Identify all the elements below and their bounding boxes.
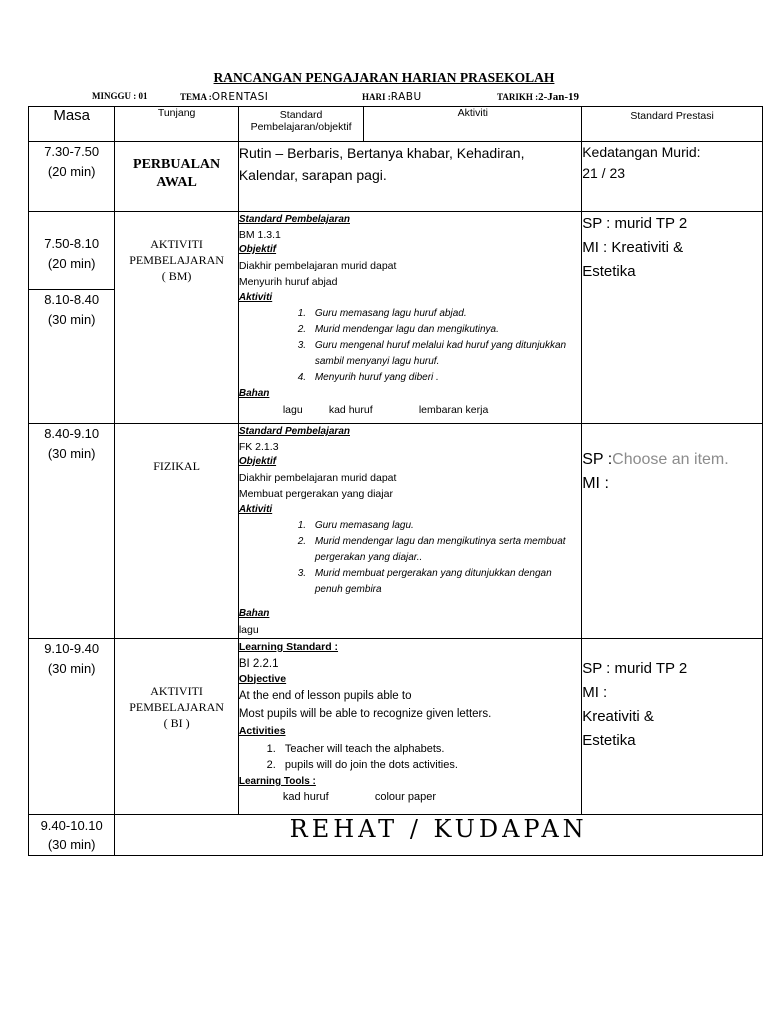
list-item: 3. Murid membuat pergerakan yang ditunjukkan dengan penuh gembira: [309, 566, 581, 598]
document-title: RANCANGAN PENGAJARAN HARIAN PRASEKOLAH: [213, 70, 555, 85]
prestasi-mi: MI : Kreativiti &: [582, 239, 684, 256]
activity-list: [239, 306, 581, 386]
aktiviti-heading: Aktiviti: [238, 504, 273, 515]
time-range: 9.40-10.10: [40, 818, 103, 833]
learning-standard-code: BI 2.2.1: [238, 657, 279, 670]
prestasi-cell: [582, 424, 763, 639]
learning-standard-heading: Learning Standard :: [238, 641, 339, 653]
tunjang-cell: [115, 212, 239, 424]
prestasi-mi: MI :: [582, 684, 608, 701]
header-row: [29, 107, 763, 142]
header-prestasi: Standard Prestasi: [582, 107, 763, 142]
table-row: [29, 815, 763, 856]
activity-cell: [238, 639, 581, 815]
choose-item-dropdown[interactable]: Choose an item.: [612, 451, 729, 468]
kedatangan-label: Kedatangan Murid:: [582, 144, 701, 160]
tunjang-label: AKTIVITI: [150, 237, 203, 251]
prestasi-mi: Estetika: [582, 732, 636, 749]
list-item: 4. Menyurih huruf yang diberi .: [309, 370, 581, 386]
objektif-heading: Objektif: [238, 244, 277, 255]
bahan-item: lembaran kerja: [418, 404, 489, 416]
minggu-field: MINGGU : 01: [92, 91, 148, 101]
rutin-text: Rutin – Berbaris, Bertanya khabar, Kehadiran, Kalendar, sarapan pagi.: [238, 145, 525, 183]
tema-label: TEMA :: [180, 92, 212, 102]
tarikh-value: 2-Jan-19: [538, 91, 580, 103]
duration: (30 min): [47, 446, 96, 461]
activity-list: [239, 518, 581, 598]
tunjang-label: PEMBELAJARAN: [129, 700, 224, 714]
tema-value: ORENTASI: [211, 91, 269, 103]
tarikh-label: TARIKH :: [497, 92, 539, 102]
lesson-plan-table: [28, 106, 763, 856]
header-standard: Standard Pembelajaran/objektif: [238, 107, 364, 142]
prestasi-cell: [582, 639, 763, 815]
list-item: 2. Murid mendengar lagu dan mengikutinya.: [309, 322, 581, 338]
objective-heading: Objective: [238, 672, 287, 685]
header-tunjang: Tunjang: [115, 107, 239, 142]
standard-heading: Standard Pembelajaran: [238, 426, 350, 437]
prestasi-sp: [582, 448, 762, 472]
hari-field: [362, 91, 422, 103]
learning-tools-heading: Learning Tools :: [238, 775, 316, 787]
kedatangan-value: 21 / 23: [582, 165, 626, 181]
rehat-label: REHAT / KUDAPAN: [289, 815, 588, 843]
list-item: 2. pupils will do join the dots activities.: [279, 757, 581, 773]
list-item: 1. Guru memasang lagu.: [309, 518, 581, 534]
list-item: 1. Teacher will teach the alphabets.: [279, 741, 581, 757]
bahan-item: lagu: [282, 404, 303, 416]
activities-heading: Activities: [238, 725, 286, 737]
bahan-heading: Bahan: [238, 608, 270, 619]
header-masa: Masa: [29, 107, 115, 142]
activity-cell: [238, 142, 581, 212]
tunjang-label: AKTIVITI: [150, 684, 203, 698]
prestasi-cell: [582, 212, 763, 424]
tools-list: [239, 790, 581, 805]
tool-item: colour paper: [374, 791, 436, 803]
prestasi-sp: SP : murid TP 2: [582, 660, 688, 677]
standard-code: BM 1.3.1: [238, 229, 281, 241]
bahan-item: lagu: [238, 624, 259, 636]
time-cell: [29, 142, 115, 212]
time-cell: [29, 424, 115, 639]
time-range: 8.10-8.40: [44, 292, 100, 307]
tunjang-label: PERBUALAN AWAL: [133, 157, 221, 190]
standard-heading: Standard Pembelajaran: [238, 214, 350, 225]
prestasi-sp-label: SP :: [582, 451, 613, 468]
list-item: 1. Guru memasang lagu huruf abjad.: [309, 306, 581, 322]
table-row: [29, 142, 763, 212]
prestasi-cell: [582, 142, 763, 212]
rehat-cell: [115, 815, 763, 856]
objektif-text: Diakhir pembelajaran murid dapat: [238, 260, 397, 272]
duration: (30 min): [47, 312, 96, 327]
time-range: 7.50-8.10: [44, 236, 100, 251]
objektif-text: Membuat pergerakan yang diajar: [238, 488, 393, 500]
tema-field: [180, 91, 268, 103]
tunjang-cell: [115, 639, 239, 815]
objektif-text: Diakhir pembelajaran murid dapat: [238, 472, 397, 484]
objective-text: Most pupils will be able to recognize given letters.: [238, 707, 492, 720]
time-range: 9.10-9.40: [44, 641, 100, 656]
table-row: [29, 639, 763, 815]
prestasi-mi: Kreativiti &: [582, 708, 654, 725]
bahan-heading: Bahan: [238, 388, 270, 399]
tunjang-label: FIZIKAL: [153, 459, 200, 473]
bahan-list: [239, 402, 581, 418]
bahan-item: kad huruf: [328, 404, 373, 416]
objektif-heading: Objektif: [238, 456, 277, 467]
time-cell: [29, 212, 115, 290]
duration: (30 min): [47, 837, 96, 852]
list-item: 2. Murid mendengar lagu dan mengikutinya serta membuat pergerakan yang diajar..: [309, 534, 581, 566]
table-row: [29, 212, 763, 290]
time-range: 7.30-7.50: [44, 144, 100, 159]
duration: (20 min): [47, 164, 96, 179]
header-aktiviti: Aktiviti: [364, 107, 582, 142]
aktiviti-heading: Aktiviti: [238, 292, 273, 303]
hari-label: HARI :: [362, 92, 391, 102]
time-cell: [29, 290, 115, 424]
tarikh-field: [497, 91, 579, 103]
activity-list: [239, 741, 581, 773]
table-row: [29, 424, 763, 639]
prestasi-mi: MI :: [582, 475, 609, 492]
hari-value: RABU: [390, 91, 422, 103]
list-item: 3. Guru mengenal huruf melalui kad huruf yang ditunjukkan sambil menyanyi lagu huruf.: [309, 338, 581, 370]
tunjang-cell: [115, 424, 239, 639]
tunjang-label: ( BM): [161, 269, 192, 283]
activity-cell: [238, 212, 581, 424]
duration: (30 min): [47, 661, 96, 676]
prestasi-sp: SP : murid TP 2: [582, 215, 688, 232]
tunjang-label: PEMBELAJARAN: [129, 253, 224, 267]
duration: (20 min): [47, 256, 96, 271]
tunjang-label: ( BI ): [163, 716, 190, 730]
time-cell: [29, 815, 115, 856]
tunjang-cell: [115, 142, 239, 212]
time-cell: [29, 639, 115, 815]
standard-code: FK 2.1.3: [238, 441, 279, 453]
tool-item: kad huruf: [282, 791, 329, 803]
objective-text: At the end of lesson pupils able to: [238, 690, 412, 702]
objektif-text: Menyurih huruf abjad: [238, 276, 338, 288]
activity-cell: [238, 424, 581, 639]
time-range: 8.40-9.10: [44, 426, 100, 441]
prestasi-mi: Estetika: [582, 263, 636, 280]
